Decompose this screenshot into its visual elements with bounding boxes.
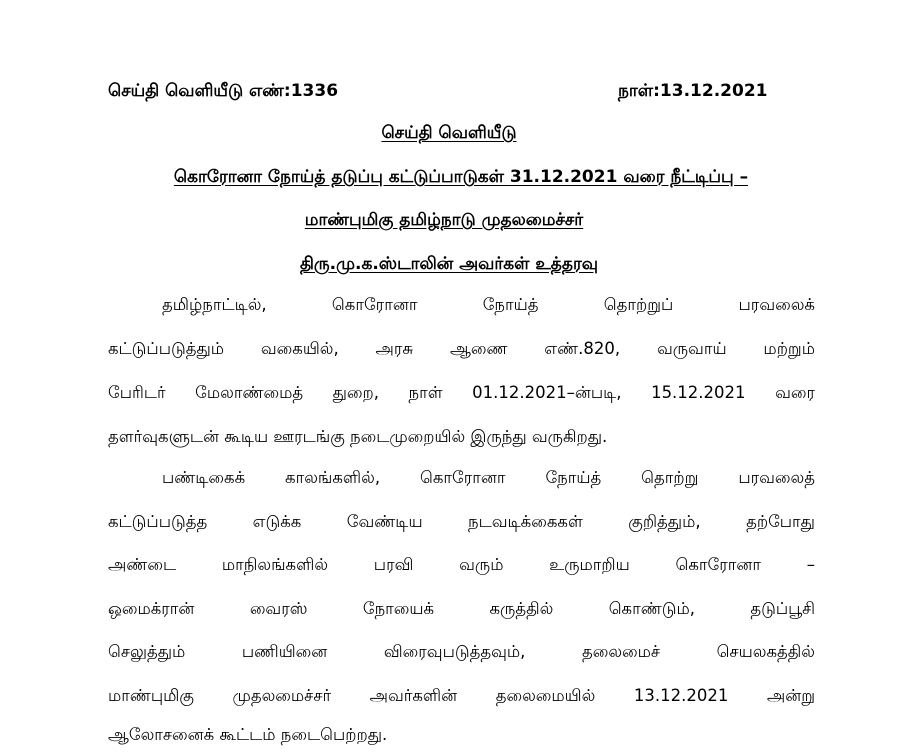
release-number: செய்தி வெளியீடு எண்:1336 [108, 81, 339, 101]
title-line-2: மாண்புமிகு தமிழ்நாடு முதலமைச்சர் [304, 210, 584, 230]
paragraph-2-line-6: மாண்புமிகு முதலமைச்சர் அவர்களின் தலைமையில் 13.12.2021 அன்று [108, 686, 815, 705]
paragraph-2-line-3: அண்டை மாநிலங்களில் பரவி வரும் உருமாறிய கொரோனா – [108, 555, 815, 574]
header-row [108, 78, 788, 104]
paragraph-2-line-4: ஒமைக்ரான் வைரஸ் நோயைக் கருத்தில் கொண்டும், தடுப்பூசி [108, 599, 815, 618]
paragraph-1-line-4: தளர்வுகளுடன் கூடிய ஊரடங்கு நடைமுறையில் இருந்து வருகிறது. [108, 427, 608, 446]
paragraph-1-line-3: பேரிடர் மேலாண்மைத் துறை, நாள் 01.12.2021–ன்படி, 15.12.2021 வரை [108, 383, 815, 402]
title-line-3: திரு.மு.க.ஸ்டாலின் அவர்கள் உத்தரவு [300, 254, 598, 274]
paragraph-2-line-1: பண்டிகைக் காலங்களில், கொரோனா நோய்த் தொற்று பரவலைத் [162, 468, 815, 487]
paragraph-1-line-1: தமிழ்நாட்டில், கொரோனா நோய்த் தொற்றுப் பரவலைக் [162, 295, 815, 314]
paragraph-2-line-2: கட்டுப்படுத்த எடுக்க வேண்டிய நடவடிக்கைகள் குறித்தும், தற்போது [108, 512, 815, 531]
press-release-heading: செய்தி வெளியீடு [381, 123, 517, 143]
release-date: நாள்:13.12.2021 [618, 81, 768, 101]
paragraph-2-line-7: ஆலோசனைக் கூட்டம் நடைபெற்றது. [108, 725, 388, 744]
title-line-1: கொரோனா நோய்த் தடுப்பு கட்டுப்பாடுகள் 31.12.2021 வரை நீட்டிப்பு – [173, 167, 749, 187]
paragraph-2-line-5: செலுத்தும் பணியினை விரைவுபடுத்தவும், தலைமைச் செயலகத்தில் [108, 642, 815, 661]
paragraph-1-line-2: கட்டுப்படுத்தும் வகையில், அரசு ஆணை எண்.820, வருவாய் மற்றும் [108, 339, 815, 358]
